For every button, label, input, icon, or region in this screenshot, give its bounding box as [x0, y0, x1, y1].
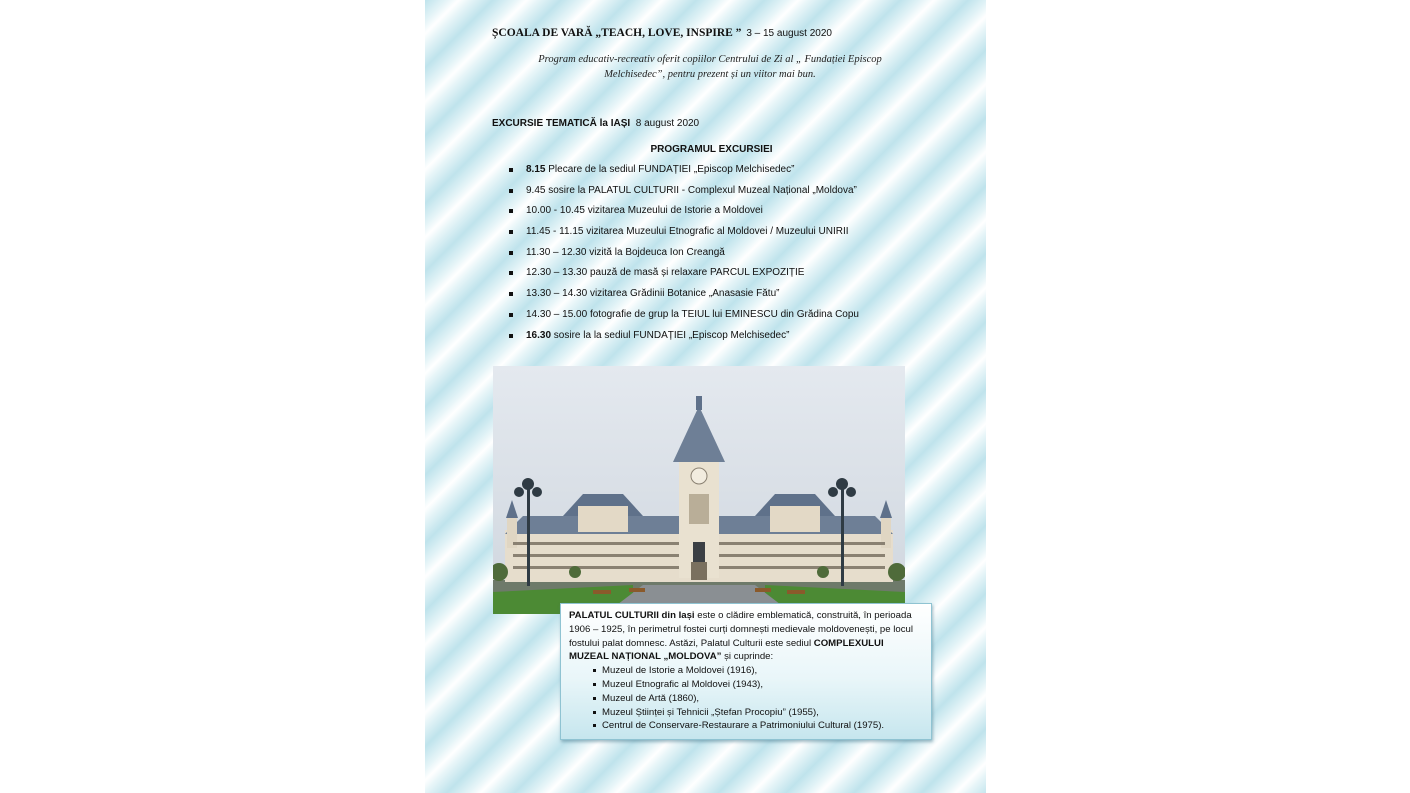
page-title [492, 27, 972, 39]
schedule-item: 10.00 - 10.45 vizitarea Muzeului de Istorie a Moldovei [509, 203, 859, 224]
schedule-item: 12.30 – 13.30 pauză de masă și relaxare PARCUL EXPOZIȚIE [509, 265, 859, 286]
document-page [425, 0, 986, 793]
schedule-item: 16.30 sosire la la sediul FUNDAȚIEI „Episcop Melchisedec” [509, 328, 859, 349]
schedule-item: 13.30 – 14.30 vizitarea Grădinii Botanice „Anasasie Fătu” [509, 286, 859, 307]
excursion-date: 8 august 2020 [635, 118, 700, 129]
title-date: 3 – 15 august 2020 [746, 28, 832, 39]
excursion-line [492, 118, 699, 129]
museum-list [569, 664, 923, 733]
excursion-label: EXCURSIE TEMATICĂ la IAȘI [492, 118, 631, 129]
schedule-item: 11.30 – 12.30 vizită la Bojdeuca Ion Creangă [509, 245, 859, 266]
museum-item: Muzeul Științei și Tehnicii „Ștefan Procopiu” (1955), [593, 706, 923, 720]
museum-item: Muzeul de Artă (1860), [593, 692, 923, 706]
info-paragraph: PALATUL CULTURII din Iași este o clădire emblematică, construită, în perioada 1906 – 1925, în perimetrul fostei curți domnești medievale moldovenești, pe locul fostului palat domnesc. Astăzi, Palatul Culturii este sediul COMPLEXULUI MUZEAL NAȚIONAL „MOLDOVA” și cuprinde: [569, 610, 913, 663]
schedule-item: 8.15 Plecare de la sediul FUNDAȚIEI „Episcop Melchisedec” [509, 162, 859, 183]
program-heading: PROGRAMUL EXCURSIEI [650, 144, 773, 155]
museum-item: Centrul de Conservare-Restaurare a Patrimoniului Cultural (1975). [593, 719, 923, 733]
info-box [560, 603, 932, 740]
title-main: ȘCOALA DE VARĂ „TEACH, LOVE, INSPIRE ” [492, 27, 742, 39]
schedule-item: 9.45 sosire la PALATUL CULTURII - Complexul Muzeal Național „Moldova” [509, 183, 859, 204]
schedule-item: 11.45 - 11.15 vizitarea Muzeului Etnografic al Moldovei / Muzeului UNIRII [509, 224, 859, 245]
museum-item: Muzeul Etnografic al Moldovei (1943), [593, 678, 923, 692]
palace-photo [493, 366, 905, 614]
schedule-item: 14.30 – 15.00 fotografie de grup la TEIUL lui EMINESCU din Grădina Copu [509, 307, 859, 328]
subtitle: Program educativ-recreativ oferit copiilor Centrului de Zi al „ Fundației Episcop Melchisedec”, pentru prezent și un viitor mai bun. [538, 54, 882, 80]
schedule-list [509, 162, 859, 348]
museum-item: Muzeul de Istorie a Moldovei (1916), [593, 664, 923, 678]
